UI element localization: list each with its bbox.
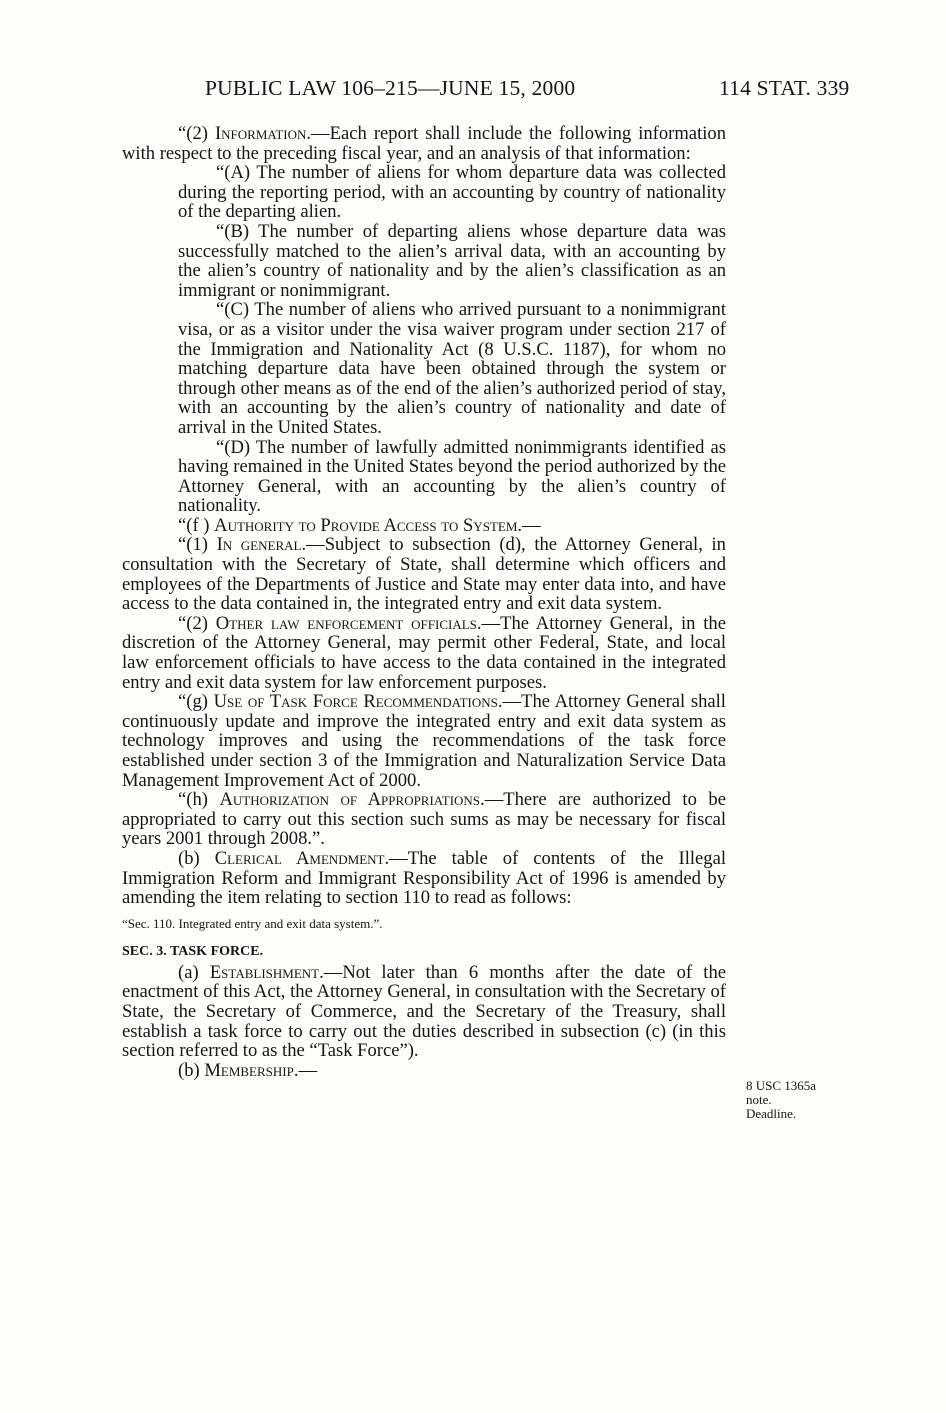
paragraph-subitem-b: “(B) The number of departing aliens whose departure data was successfully matched to the alien’s arrival data, with an accounting by the alien’s country of nationality and by the alien’s classification as an immigrant or nonimmigrant. xyxy=(178,220,726,301)
paragraph-authority-access: “(f ) Authority to Provide Access to System.— xyxy=(178,514,541,536)
paragraph-task-force-recommendations: “(g) Use of Task Force Recommendations.—The Attorney General shall continuously update and improve the integrated entry and exit data system as technology improves and using the recommendations of the task force established under section 3 of the Immigration and Naturalization Service Data Management Improvement Act of 2000. xyxy=(122,691,726,791)
toc-item-sec-110: “Sec. 110. Integrated entry and exit data system.”. xyxy=(122,915,383,931)
paragraph-appropriations: “(h) Authorization of Appropriations.—There are authorized to be appropriated to carry out this section such sums as may be necessary for fiscal years 2001 through 2008.”. xyxy=(122,789,726,850)
running-header-title: PUBLIC LAW 106–215—JUNE 15, 2000 xyxy=(205,76,576,100)
paragraph-subitem-a: “(A) The number of aliens for whom departure data was collected during the reporting period, with an accounting by country of nationality of the departing alien. xyxy=(178,162,726,223)
margin-note xyxy=(746,1079,846,1121)
margin-note-label: note. xyxy=(746,1092,772,1107)
paragraph-membership: (b) Membership.— xyxy=(178,1059,318,1081)
paragraph-clerical-amendment: (b) Clerical Amendment.—The table of contents of the Illegal Immigration Reform and Immigrant Responsibility Act of 1996 is amended by amending the item relating to section 110 to read as follows: xyxy=(122,847,726,909)
paragraph-establishment: (a) Establishment.—Not later than 6 months after the date of the enactment of this Act, the Attorney General, in consultation with the Secretary of State, the Secretary of Commerce, and the Secretary of the Treasury, shall establish a task force to carry out the duties described in subsection (c) (in this section referred to as the “Task Force”). xyxy=(122,961,726,1062)
margin-citation: 8 USC 1365a xyxy=(746,1078,817,1093)
page-number-stat: 114 STAT. 339 xyxy=(719,76,850,100)
paragraph-in-general: “(1) In general.—Subject to subsection (d), the Attorney General, in consultation with the Secretary of State, shall determine which officers and employees of the Departments of Justice and State may enter data into, and have access to the data contained in, the integrated entry and exit data system. xyxy=(122,534,726,615)
paragraph-information: “(2) Information.—Each report shall include the following information with respect to the preceding fiscal year, and an analysis of that information: xyxy=(122,123,726,164)
paragraph-other-officials: “(2) Other law enforcement officials.—The Attorney General, in the discretion of the Attorney General, may permit other Federal, State, and local law enforcement officials to have access to the data contained in the integrated entry and exit data system for law enforcement purposes. xyxy=(122,612,726,693)
paragraph-subitem-c: “(C) The number of aliens who arrived pursuant to a nonimmigrant visa, or as a visitor under the visa waiver program under section 217 of the Immigration and Nationality Act (8 U.S.C. 1187), for whom no matching departure data have been obtained through the system or through other means as of the end of the alien’s authorized period of stay, with an accounting by the alien’s country of nationality and date of arrival in the United States. xyxy=(178,299,726,438)
paragraph-subitem-d: “(D) The number of lawfully admitted nonimmigrants identified as having remained in the United States beyond the period authorized by the Attorney General, with an accounting by the alien’s country of nationality. xyxy=(178,436,726,517)
law-text-body xyxy=(122,124,726,1080)
section-heading: SEC. 3. TASK FORCE. xyxy=(122,943,264,959)
margin-deadline: Deadline. xyxy=(746,1106,797,1121)
